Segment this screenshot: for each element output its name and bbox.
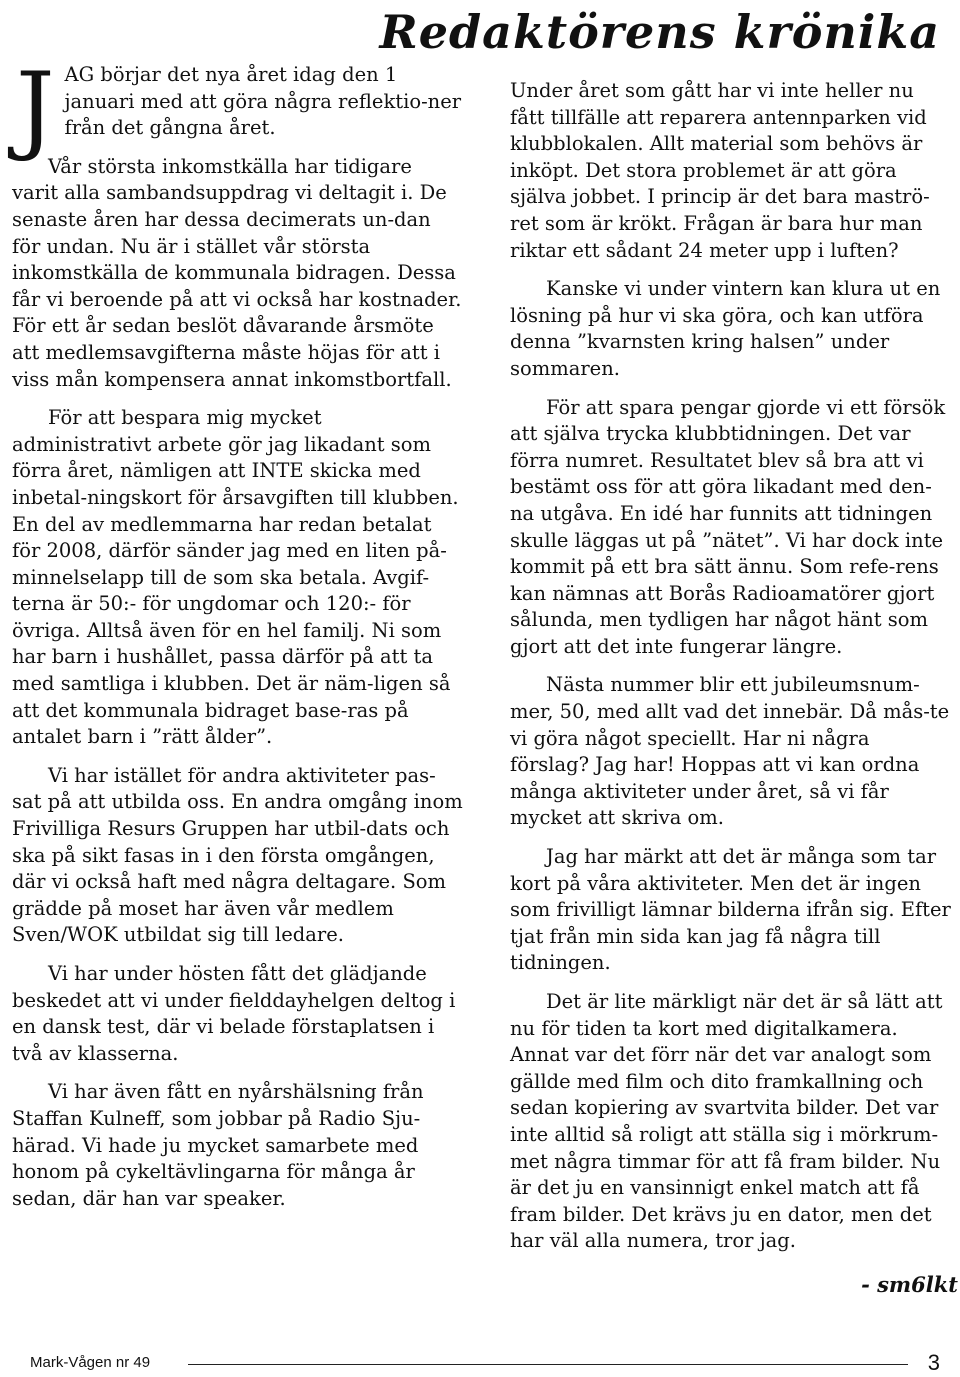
paragraph-winter: Kanske vi under vintern kan klura ut en lösning på hur vi ska göra, och kan utföra denna ”kvarnsten kring halsen” under sommaren. [510, 277, 941, 380]
paragraph-fieldday: Vi har under hösten fått det glädjande beskedet att vi under fielddayhelgen deltog i en dansk test, där vi belade förstaplatsen i två av klasserna. [12, 962, 456, 1065]
paragraph-antenna: Under året som gått har vi inte heller nu fått tillfälle att reparera antennparken vid klubblokalen. Allt material som behövs är inköpt. Det stora problemet är att göra själva jobbet. I princip är det bara maströ-ret som är krökt. Frågan är bara hur man riktar ett sådant 24 meter upp i luften? [510, 79, 930, 262]
page-number: 3 [927, 1350, 940, 1375]
paragraph-greeting: Vi har även fått en nyårshälsning från Staffan Kulneff, som jobbar på Radio Sju-härad. Vi hade ju mycket samarbete med honom på cykeltävlingarna för många år sedan, där han var speaker. [12, 1080, 424, 1210]
paragraph-training: Vi har istället för andra aktiviteter pas-sat på att utbilda oss. En andra omgång inom Frivilliga Resurs Gruppen har utbil-dats och ska på sikt fasas in i den första omgången, där vi också haft med några deltagare. Som grädde på moset har även vår medlem Sven/WOK utbildat sig till ledare. [12, 763, 463, 947]
paragraph-photos: Jag har märkt att det är många som tar kort på våra aktiviteter. Men det är ingen som frivilligt lämnar bilderna ifrån sig. Efter tjat från min sida kan jag få några till tidningen. [510, 845, 951, 975]
paragraph-income: Vår största inkomstkälla har tidigare varit alla sambandsuppdrag vi deltagit i. De senaste åren har dessa decimerats un-dan för undan. Nu är i stället vår största inkomstkälla de kommunala bidragen. Dessa får vi beroende på att vi också har kostnader. För ett år sedan beslöt dåvarande årsmöte att medlemsavgifterna måste höjas för att i viss mån kompensera annat inkomstbortfall. [12, 154, 462, 391]
left-column [12, 52, 464, 1224]
right-column [510, 78, 952, 1267]
drop-cap: J [16, 52, 55, 164]
publication-name: Mark-Vågen nr 49 [30, 1354, 151, 1371]
intro-text: AG börjar det nya året idag den 1 januari med att göra några reflektio-ner från det gångna året. [64, 63, 462, 140]
footer-divider [188, 1364, 908, 1365]
intro-paragraph [12, 52, 464, 164]
paragraph-fees: För att bespara mig mycket administrativt arbete gör jag likadant som förra året, nämligen att INTE skicka med inbetal-ningskort för årsavgiften till klubben. En del av medlemmarna har redan betalat för 2008, därför sänder jag med en liten på-minnelselapp till de som ska betala. Avgif-terna är 50:- för ungdomar och 120:- för övriga. Alltså även för en hel familj. Ni som har barn i hushållet, passa därför på att ta med samtliga i klubben. Det är näm-ligen så att det kommunala bidraget base-ras på antalet barn i ”rätt ålder”. [12, 406, 459, 749]
paragraph-next-issue: Nästa nummer blir ett jubileumsnum-mer, 50, med allt vad det innebär. Då mås-te vi göra något speciellt. Har ni några förslag? Jag har! Hoppas att vi kan ordna många aktiviteter under året, så vi får mycket att skriva om. [510, 673, 950, 830]
paragraph-digital: Det är lite märkligt när det är så lätt att nu för tiden ta kort med digitalkamera. Annat var det förr när det var analogt som gällde med film och dito framkallning och sedan kopiering av svartvita bilder. Det var inte alltid så roligt att ställa sig i mörkrum-met några timmar för att få fram bilder. Nu är det ju en vansinnigt enkel match att få fram bilder. Det krävs ju en dator, men det har väl alla numera, tror jag. [510, 990, 943, 1253]
page-title: Redaktörens krönika [379, 5, 940, 59]
paragraph-printing: För att spara pengar gjorde vi ett försök att själva trycka klubbtidningen. Det var förra numret. Resultatet blev så bra att vi bestämt oss för att göra likadant med den-na utgåva. En idé har funnits att tidningen skulle läggas ut på ”nätet”. Vi har dock inte kommit på ett bra sätt ännu. Som refe-rens kan nämnas att Borås Radioamatörer gjort sålunda, men tydligen har något hänt som gjort att det inte fungerar längre. [510, 395, 946, 658]
signature: - sm6lkt [861, 1272, 958, 1297]
